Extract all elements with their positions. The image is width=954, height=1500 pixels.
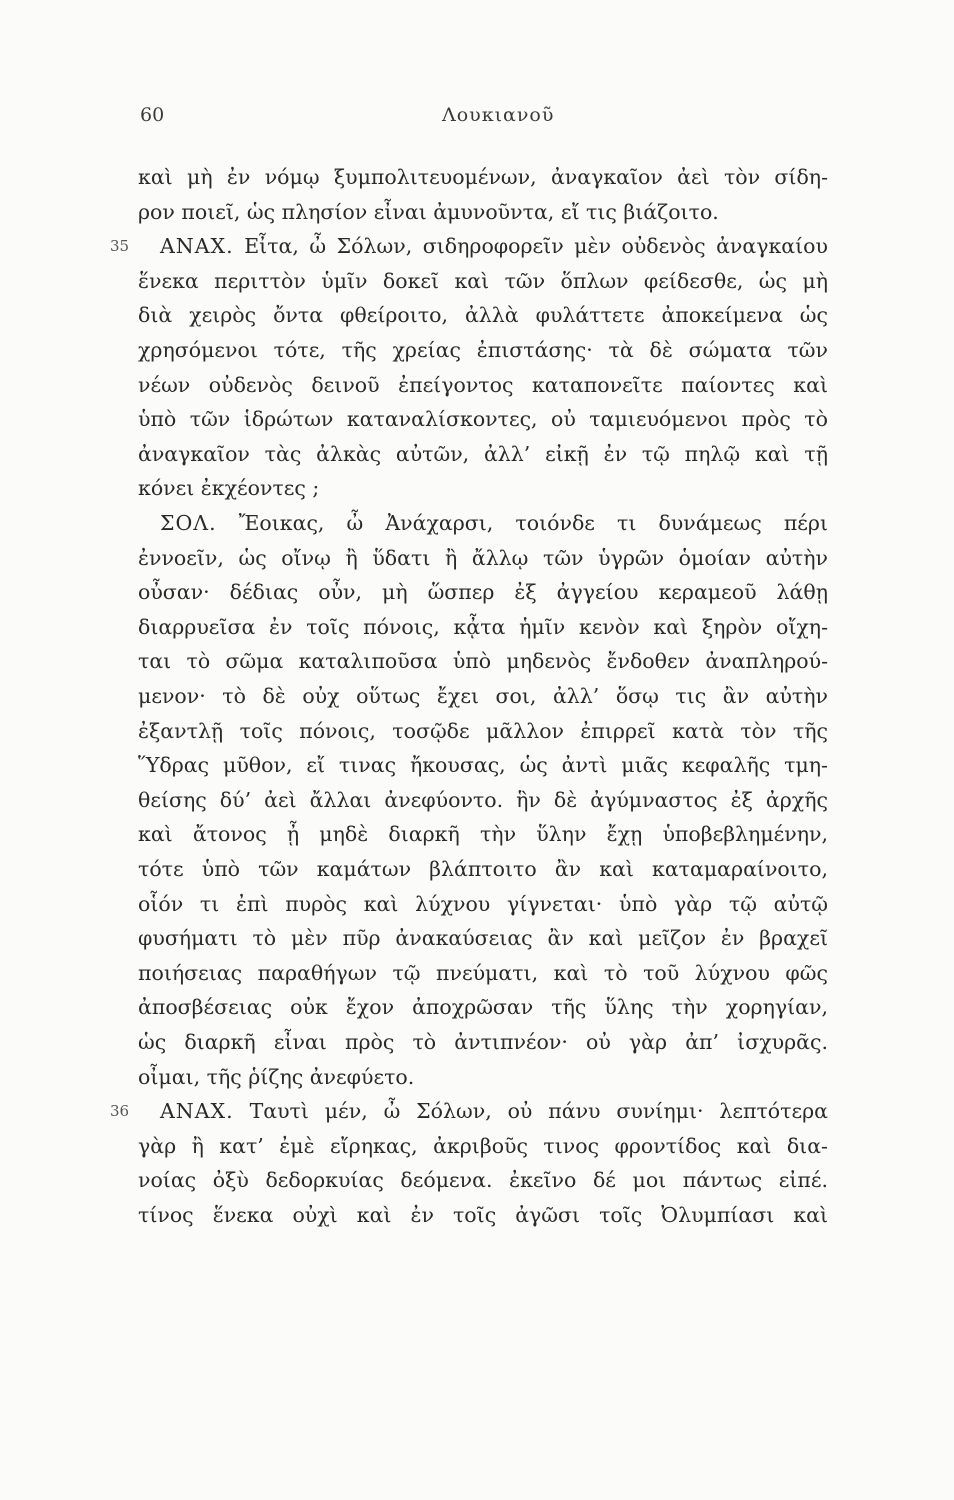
text-line bbox=[138, 471, 828, 505]
line-text: φυσήματι τὸ μὲν πῦρ ἀνακαύσειας ἂν καὶ μεῖζον ἐν βραχεῖ bbox=[138, 926, 828, 951]
text-line bbox=[138, 783, 828, 817]
text-line bbox=[138, 1025, 828, 1059]
line-text: Εἶτα, ὦ Σόλων, σιδηροφορεῖν μὲν οὐδενὸς ἀναγκαίου bbox=[244, 234, 828, 259]
speaker-label: ΑΝΑΧ. bbox=[160, 1099, 234, 1124]
text-line bbox=[138, 1060, 828, 1094]
line-text: καὶ μὴ ἐν νόμῳ ξυμπολιτευομένων, ἀναγκαῖον ἀεὶ τὸν σίδη- bbox=[138, 165, 828, 189]
text-line bbox=[138, 368, 828, 402]
line-text: οὖσαν· δέδιας οὖν, μὴ ὥσπερ ἐξ ἀγγείου κεραμεοῦ λάθῃ bbox=[138, 580, 828, 605]
text-line bbox=[138, 714, 828, 748]
text-line bbox=[160, 1094, 828, 1128]
text-line bbox=[138, 817, 828, 851]
text-line bbox=[138, 437, 828, 471]
text-line bbox=[138, 195, 828, 229]
line-text: ὡς διαρκῆ εἶναι πρὸς τὸ ἀντιπνέον· οὐ γὰρ ἀπ’ ἰσχυρᾶς. bbox=[138, 1030, 828, 1054]
line-text: Ταυτὶ μέν, ὦ Σόλων, οὐ πάνυ συνίημι· λεπτότερα bbox=[249, 1099, 828, 1124]
line-text: ἐννοεῖν, ὡς οἴνῳ ἢ ὕδατι ἢ ἄλλῳ τῶν ὑγρῶν ὁμοίαν αὐτὴν bbox=[138, 545, 828, 570]
speaker-label: ΑΝΑΧ. bbox=[160, 234, 234, 259]
line-text: ται τὸ σῶμα καταλιποῦσα ὑπὸ μηδενὸς ἔνδοθεν ἀναπληρού- bbox=[138, 649, 828, 674]
line-text: ρον ποιεῖ, ὡς πλησίον εἶναι ἀμυνοῦντα, εἴ τις βιάζοιτο. bbox=[138, 199, 719, 224]
line-text: κόνει ἐκχέοντες ; bbox=[138, 476, 320, 501]
text-line bbox=[138, 748, 828, 782]
text-line bbox=[138, 644, 828, 678]
speaker-label: ΣΟΛ. bbox=[160, 511, 217, 535]
text-line bbox=[138, 541, 828, 575]
line-text: τίνος ἕνεκα οὐχὶ καὶ ἐν τοῖς ἀγῶσι τοῖς Ὀλυμπίασι καὶ bbox=[138, 1203, 828, 1227]
line-text: Ἔοικας, ὦ Ἀνάχαρσι, τοιόνδε τι δυνάμεως πέρι bbox=[238, 511, 828, 535]
text-line bbox=[138, 679, 828, 713]
text-line bbox=[138, 1129, 828, 1163]
line-text: οἷόν τι ἐπὶ πυρὸς καὶ λύχνου γίγνεται· ὑπὸ γὰρ τῷ αὐτῷ bbox=[138, 891, 828, 916]
running-head: Λουκιανοῦ bbox=[442, 104, 555, 126]
line-text: χρησόμενοι τότε, τῆς χρείας ἐπιστάσης· τὰ δὲ σώματα τῶν bbox=[138, 338, 828, 362]
line-text: θείσης δύ’ ἀεὶ ἄλλαι ἀνεφύοντο. ἣν δὲ ἀγύμναστος ἐξ ἀρχῆς bbox=[138, 787, 828, 812]
line-text: διαρρυεῖσα ἐν τοῖς πόνοις, κᾆτα ἡμῖν κενὸν καὶ ξηρὸν οἴχη- bbox=[138, 614, 828, 639]
text-line bbox=[138, 1163, 828, 1197]
text-line bbox=[160, 506, 828, 540]
text-line bbox=[138, 402, 828, 436]
text-line bbox=[138, 990, 828, 1024]
line-text: ὑπὸ τῶν ἱδρώτων καταναλίσκοντες, οὐ ταμιευόμενοι πρὸς τὸ bbox=[138, 407, 828, 432]
text-line bbox=[138, 852, 828, 886]
line-text: νέων οὐδενὸς δεινοῦ ἐπείγοντος καταπονεῖτε παίοντες καὶ bbox=[138, 372, 828, 397]
text-line bbox=[160, 229, 828, 263]
line-text: ἐξαντλῇ τοῖς πόνοις, τοσῷδε μᾶλλον ἐπιρρεῖ κατὰ τὸν τῆς bbox=[138, 718, 828, 743]
line-text: καὶ ἄτονος ᾖ μηδὲ διαρκῆ τὴν ὕλην ἔχῃ ὑποβεβλημένην, bbox=[138, 822, 828, 847]
line-text: ποιήσειας παραθήγων τῷ πνεύματι, καὶ τὸ τοῦ λύχνου φῶς bbox=[138, 960, 828, 985]
text-line bbox=[138, 575, 828, 609]
text-line bbox=[138, 160, 828, 194]
line-text: ἀποσβέσειας οὐκ ἔχον ἀποχρῶσαν τῆς ὕλης τὴν χορηγίαν, bbox=[138, 995, 828, 1020]
section-number: 36 bbox=[110, 1102, 130, 1121]
line-text: τότε ὑπὸ τῶν καμάτων βλάπτοιτο ἂν καὶ καταμαραίνοιτο, bbox=[138, 857, 828, 881]
text-line bbox=[138, 264, 828, 298]
text-line bbox=[138, 1198, 828, 1232]
text-line bbox=[138, 956, 828, 990]
text-line bbox=[138, 610, 828, 644]
text-line bbox=[138, 298, 828, 332]
line-text: ἀναγκαῖον τὰς ἀλκὰς αὐτῶν, ἀλλ’ εἰκῇ ἐν τῷ πηλῷ καὶ τῇ bbox=[138, 441, 828, 466]
line-text: νοίας ὀξὺ δεδορκυίας δεόμενα. ἐκεῖνο δέ μοι πάντως εἰπέ. bbox=[138, 1168, 828, 1193]
text-line bbox=[138, 887, 828, 921]
line-text: Ὕδρας μῦθον, εἴ τινας ἤκουσας, ὡς ἀντὶ μιᾶς κεφαλῆς τμη- bbox=[138, 753, 828, 778]
line-text: διὰ χειρὸς ὄντα φθείροιτο, ἀλλὰ φυλάττετε ἀποκείμενα ὡς bbox=[138, 303, 828, 328]
line-text: οἶμαι, τῆς ῥίζης ἀνεφύετο. bbox=[138, 1064, 415, 1089]
text-line bbox=[138, 333, 828, 367]
line-text: γὰρ ἢ κατ’ ἐμὲ εἴρηκας, ἀκριβοῦς τινος φροντίδος καὶ δια- bbox=[138, 1133, 828, 1158]
line-text: μενον· τὸ δὲ οὐχ οὕτως ἔχει σοι, ἀλλ’ ὅσῳ τις ἂν αὐτὴν bbox=[138, 684, 828, 708]
line-text: ἕνεκα περιττὸν ὑμῖν δοκεῖ καὶ τῶν ὅπλων φείδεσθε, ὡς μὴ bbox=[138, 268, 828, 293]
section-number: 35 bbox=[110, 237, 130, 256]
page-number: 60 bbox=[140, 104, 165, 126]
text-line bbox=[138, 921, 828, 955]
